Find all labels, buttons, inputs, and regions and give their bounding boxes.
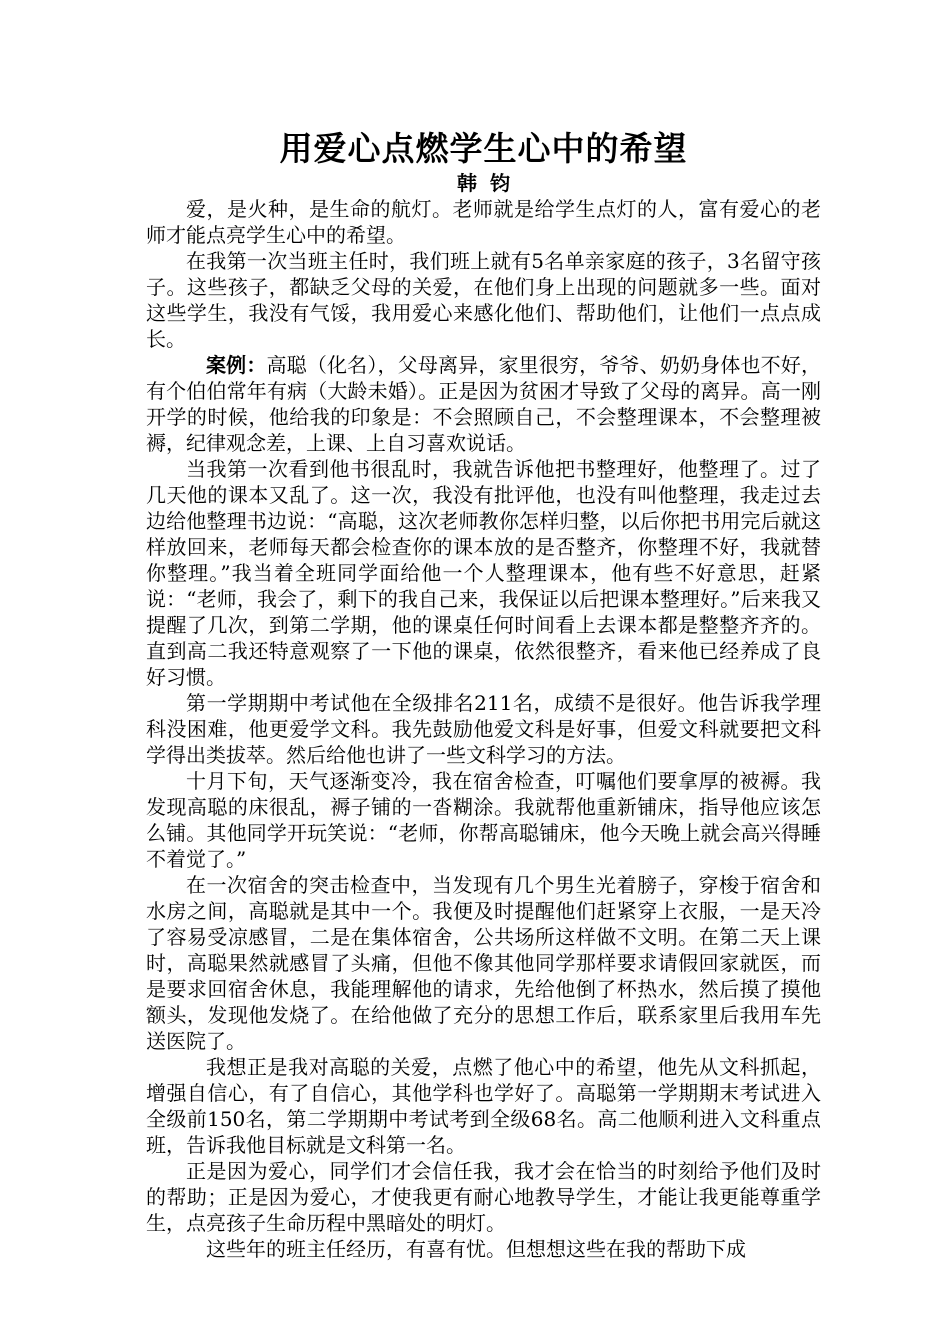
paragraph-closing: 这些年的班主任经历，有喜有忧。但想想这些在我的帮助下成: [206, 1237, 746, 1261]
document-page: [146, 128, 821, 1262]
paragraph-love: 正是因为爱心，同学们才会信任我，我才会在恰当的时刻给予他们及时的帮助；正是因为爱心，才使我更有耐心地教导学生，才能让我更能尊重学生，点亮孩子生命历程中黑暗处的明灯。: [146, 1159, 821, 1235]
author-name: 韩 钧: [457, 171, 510, 195]
paragraph-bedding: 十月下旬，天气逐渐变冷，我在宿舍检查，叮嘱他们要拿厚的被褥。我发现高聪的床很乱，褥子铺的一沓糊涂。我就帮他重新铺床，指导他应该怎么铺。其他同学开玩笑说：“老师，你帮高聪铺床，他今天晚上就会高兴得睡不着觉了。”: [146, 769, 821, 871]
paragraph-case: [146, 352, 821, 456]
case-label: 案例：: [206, 353, 267, 377]
case-text: 高聪（化名），父母离异，家里很穷，爷爷、奶奶身体也不好，有个伯伯常年有病（大龄未婚）。正是因为贫困才导致了父母的离异。高一刚开学的时候，他给我的印象是：不会照顾自己，不会整理课本，不会整理被褥，纪律观念差，上课、上自习喜欢说话。: [146, 353, 821, 455]
paragraph-reflection: 我想正是我对高聪的关爱，点燃了他心中的希望，他先从文科抓起，增强自信心，有了自信心，其他学科也学好了。高聪第一学期期末考试进入全级前150名，第二学期期中考试考到全级68名。高二他顺利进入文科重点班，告诉我他目标就是文科第一名。: [146, 1055, 821, 1157]
paragraph-dorm-check: 在一次宿舍的突击检查中，当发现有几个男生光着膀子，穿梭于宿舍和水房之间，高聪就是其中一个。我便及时提醒他们赶紧穿上衣服，一是天冷了容易受凉感冒，二是在集体宿舍，公共场所这样做不文明。在第二天上课时，高聪果然就感冒了头痛，但他不像其他同学那样要求请假回家就医，而是要求回宿舍休息，我能理解他的请求，先给他倒了杯热水，然后摸了摸他额头，发现他发烧了。在给他做了充分的思想工作后，联系家里后我用车先送医院了。: [146, 873, 821, 1053]
paragraph-intro: 爱，是火种，是生命的航灯。老师就是给学生点灯的人，富有爱心的老师才能点亮学生心中的希望。: [146, 197, 821, 247]
paragraph-background: 在我第一次当班主任时，我们班上就有5名单亲家庭的孩子，3名留守孩子。这些孩子，都缺乏父母的关爱，在他们身上出现的问题就多一些。面对这些学生，我没有气馁，我用爱心来感化他们、帮助他们，让他们一点点成长。: [146, 249, 821, 351]
paragraph-books: 当我第一次看到他书很乱时，我就告诉他把书整理好，他整理了。过了几天他的课本又乱了。这一次，我没有批评他，也没有叫他整理，我走过去边给他整理书边说：“高聪，这次老师教你怎样归整，以后你把书用完后就这样放回来，老师每天都会检查你的课本放的是否整齐，你整理不好，我就替你整理。”我当着全班同学面给他一个人整理课本，他有些不好意思，赶紧说：“老师，我会了，剩下的我自己来，我保证以后把课本整理好。”后来我又提醒了几次，到第二学期，他的课桌任何时间看上去课本都是整整齐齐的。直到高二我还特意观察了一下他的课桌，依然很整齐，看来他已经养成了良好习惯。: [146, 457, 821, 689]
paragraph-exam: 第一学期期中考试他在全级排名211名，成绩不是很好。他告诉我学理科没困难，他更爱学文科。我先鼓励他爱文科是好事，但爱文科就要把文科学得出类拔萃。然后给他也讲了一些文科学习的方法。: [146, 691, 821, 767]
document-title: 用爱心点燃学生心中的希望: [279, 129, 688, 168]
